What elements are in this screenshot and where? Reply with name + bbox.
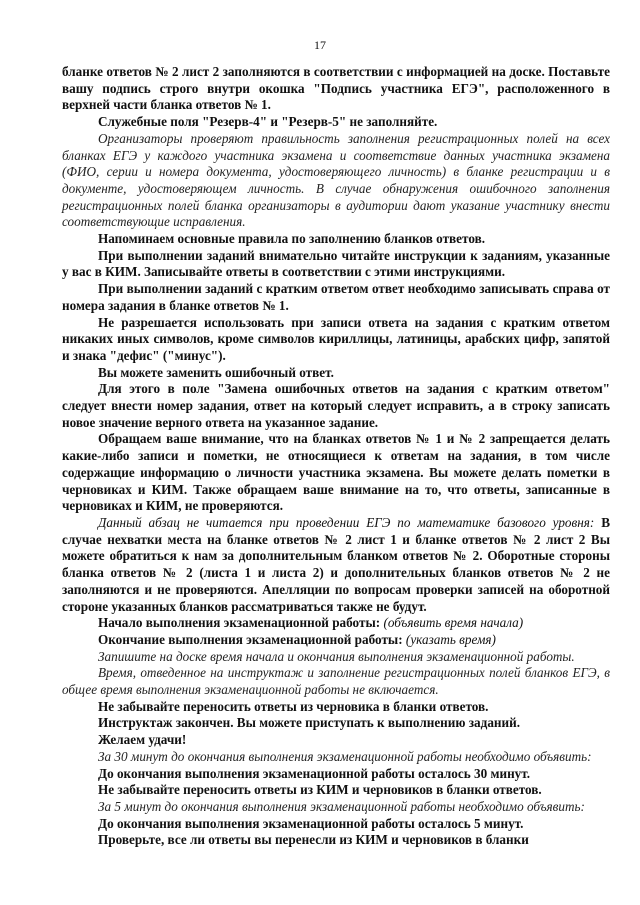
paragraph-transfer-kim: Не забывайте переносить ответы из КИМ и черновиков в бланки ответов. bbox=[98, 782, 542, 798]
paragraph-5-min-note: За 5 минут до окончания выполнения экзаменационной работы необходимо объявить: bbox=[98, 798, 585, 814]
paragraph-good-luck: Желаем удачи! bbox=[98, 732, 187, 748]
document-body bbox=[62, 64, 610, 849]
paragraph-read-instructions: При выполнении заданий внимательно читайте инструкции к заданиям, указанные у вас в КИМ. Записывайте ответы в соответствии с этими инструкциями. bbox=[62, 247, 610, 280]
paragraph-organizers-check: Организаторы проверяют правильность заполнения регистрационных полей на всех бланках ЕГЭ у каждого участника экзамена и соответствие данных участника экзамена (ФИО, серии и номера документа, удостоверяющего личность) в бланке регистрации и в документе, удостоверяющем личность. В случае обнаружения ошибочного заполнения регистрационных полей бланка организаторы в аудитории дают указание участнику внести соответствующие исправления. bbox=[62, 130, 610, 230]
page-number: 17 bbox=[314, 38, 326, 52]
start-time-note: (объявить время начала) bbox=[380, 615, 524, 631]
paragraph-transfer-answers: Не забывайте переносить ответы из черновика в бланки ответов. bbox=[98, 698, 489, 714]
paragraph-time-note: Время, отведенное на инструктаж и заполнение регистрационных полей бланков ЕГЭ, в общее время выполнения экзаменационной работы не включается. bbox=[62, 665, 610, 698]
paragraph-replace-answer: Вы можете заменить ошибочный ответ. bbox=[98, 364, 334, 380]
end-time-note: (указать время) bbox=[402, 631, 496, 647]
paragraph-replace-field: Для этого в поле "Замена ошибочных ответов на задания с кратким ответом" следует внести номер задания, ответ на который следует исправить, а в строку записать новое значение верного ответа на указанное задание. bbox=[62, 381, 610, 430]
paragraph-end-time bbox=[62, 632, 610, 649]
paragraph-extra-form bbox=[62, 515, 610, 615]
paragraph-reserve-fields: Служебные поля "Резерв-4" и "Резерв-5" не заполняйте. bbox=[98, 114, 438, 130]
paragraph-start-time bbox=[62, 615, 610, 632]
start-time-label: Начало выполнения экзаменационной работы: bbox=[98, 615, 381, 631]
paragraph-short-answer: При выполнении заданий с кратким ответом ответ необходимо записывать справа от номера задания в бланке ответов № 1. bbox=[62, 281, 610, 313]
paragraph-check-answers: Проверьте, все ли ответы вы перенесли из КИМ и черновиков в бланки bbox=[98, 832, 529, 848]
end-time-label: Окончание выполнения экзаменационной работы: bbox=[98, 631, 403, 647]
paragraph-board-note: Запишите на доске время начала и окончания выполнения экзаменационной работы. bbox=[98, 648, 575, 664]
paragraph-briefing-ended: Инструктаж закончен. Вы можете приступать к выполнению заданий. bbox=[98, 715, 520, 731]
paragraph-30-min-left: До окончания выполнения экзаменационной работы осталось 30 минут. bbox=[98, 765, 531, 781]
paragraph-no-marks: Обращаем ваше внимание, что на бланках ответов № 1 и № 2 запрещается делать какие-либо записи и пометки, не относящиеся к ответам на задания, в том числе содержащие информацию о личности участника экзамена. Вы можете делать пометки в черновиках и КИМ. Также обращаем ваше внимание на то, что ответы, записанные в черновиках и КИМ, не проверяются. bbox=[62, 431, 610, 514]
paragraph-rules-intro: Напоминаем основные правила по заполнению бланков ответов. bbox=[98, 231, 486, 247]
paragraph-signature: бланке ответов № 2 лист 2 заполняются в соответствии с информацией на доске. Поставьте вашу подпись строго внутри окошка "Подпись участника ЕГЭ", расположенного в верхней части бланка ответов № 1. bbox=[62, 64, 610, 113]
paragraph-allowed-symbols: Не разрешается использовать при записи ответа на задания с кратким ответом никаких иных символов, кроме символов кириллицы, латиницы, арабских цифр, запятой и знака "дефис" ("минус"). bbox=[62, 314, 610, 363]
paragraph-30-min-note: За 30 минут до окончания выполнения экзаменационной работы необходимо объявить: bbox=[98, 748, 592, 764]
paragraph-extra-form-text: В случае нехватки места на бланке ответов № 2 лист 1 и бланке ответов № 2 лист 2 Вы можете обратиться к нам за дополнительным бланком ответов № 2. Оборотные стороны бланка ответов № 2 (листа 1 и листа 2) и дополнительных бланков ответов № 2 не заполняются и не проверяются. Апелляции по вопросам проверки записей на оборотной стороне указанных бланков рассматриваться также не будут. bbox=[62, 514, 611, 614]
paragraph-extra-form-note: Данный абзац не читается при проведении ЕГЭ по математике базового уровня: bbox=[98, 514, 595, 530]
paragraph-5-min-left: До окончания выполнения экзаменационной работы осталось 5 минут. bbox=[98, 815, 524, 831]
